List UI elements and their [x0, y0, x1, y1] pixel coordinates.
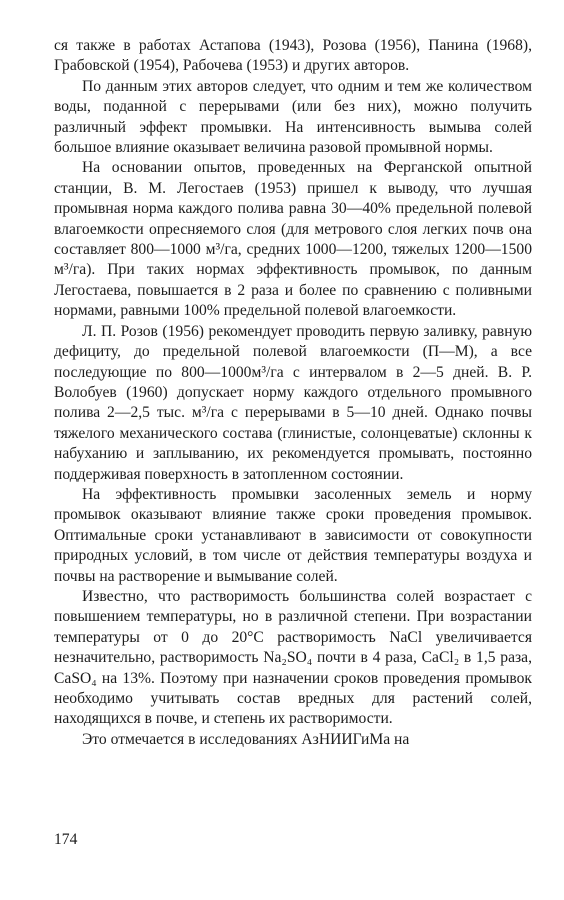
paragraph-1: ся также в работах Астапова (1943), Розова (1956), Панина (1968), Грабовской (1954), Рабочева (1953) и других авторов.	[54, 37, 532, 75]
paragraph-6: Известно, что растворимость большинства солей возрастает с повышением температуры, но в различной степени. При возрастании температуры от 0 до 20°C растворимость NaCl увеличивается незначительно, растворимость Na₂SO₄ почти в 4 раза, CaCl₂ в 1,5 раза, CaSO₄ на 13%. Поэтому при назначении сроков проведения промывок необходимо учитывать состав вредных для растений солей, находящихся в почве, и степень их растворимости.	[54, 587, 532, 728]
page-number: 174	[54, 831, 78, 848]
paragraph-7: Это отмечается в исследованиях АзНИИГиМа на	[82, 730, 410, 748]
paragraph-5: На эффективность промывки засоленных земель и норму промывок оказывают влияние также сроки проведения промывок. Оптимальные сроки устанавливают в зависимости от совокупности природных условий, в том числе от действия температуры воздуха и почвы на растворение и вымывание солей.	[54, 485, 532, 585]
paragraph-4: Л. П. Розов (1956) рекомендует проводить первую заливку, равную дефициту, до предельной полевой влагоемкости (П—М), а все последующие по 800—1000м³/га с интервалом в 2—5 дней. В. Р. Волобуев (1960) допускает норму каждого отдельного промывного полива 2—2,5 тыс. м³/га с перерывами в 5—10 дней. Однако почвы тяжелого механического состава (глинистые, солонцеватые) склонны к набуханию и заплыванию, их рекомендуется промывать, постоянно поддерживая поверхность в затопленном состоянии.	[54, 322, 532, 483]
page-body	[54, 36, 532, 750]
paragraph-2: По данным этих авторов следует, что одним и тем же количеством воды, поданной с перерывами (или без них), можно получить различный эффект промывки. На интенсивность вымыва солей большое влияние оказывает величина разовой промывной нормы.	[54, 77, 532, 157]
paragraph-3: На основании опытов, проведенных на Ферганской опытной станции, В. М. Легостаев (1953) пришел к выводу, что лучшая промывная норма каждого полива равна 30—40% предельной полевой влагоемкости опресняемого слоя (для метрового слоя легких почв она составляет 800—1000 м³/га, средних 1000—1200, тяжелых 1200—1500 м³/га). При таких нормах эффективность промывок, по данным Легостаева, повышается в 2 раза и более по сравнению с поливными нормами, равными 100% предельной полевой влагоемкости.	[54, 159, 532, 320]
